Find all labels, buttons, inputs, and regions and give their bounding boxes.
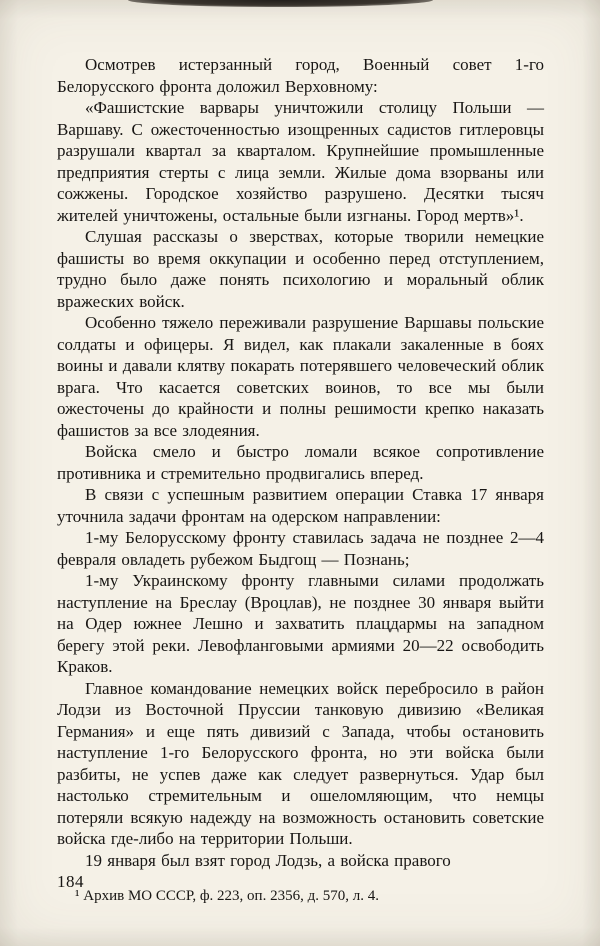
paragraph: 1-му Белорусскому фронту ставилась задача не позднее 2—4 февраля овладеть рубежом Быдгощ — Познань;	[57, 528, 544, 569]
paragraph: Войска смело и быстро ломали всякое сопротивление противника и стремительно продвигались вперед.	[57, 442, 544, 483]
page-body	[57, 54, 544, 871]
text-block	[57, 54, 544, 906]
paragraph: 19 января был взят город Лодзь, а войска правого	[85, 850, 451, 870]
scan-artifact	[128, 0, 433, 7]
paragraph: «Фашистские варвары уничтожили столицу Польши — Варшаву. С ожесточенностью изощренных садистов гитлеровцы разрушали квартал за кварталом. Крупнейшие промышленные предприятия стерты с лица земли. Жилые дома взорваны или сожжены. Городское хозяйство разрушено. Десятки тысяч жителей уничтожены, остальные были изгнаны. Город мертв»¹.	[57, 98, 544, 225]
footnote-text: ¹ Архив МО СССР, ф. 223, оп. 2356, д. 570, л. 4.	[75, 888, 379, 904]
paragraph: 1-му Украинскому фронту главными силами продолжать наступление на Бреслау (Вроцлав), не позднее 30 января выйти на Одер южнее Лешно и захватить плацдармы на западном берегу этой реки. Левофланговыми армиями 20—22 освободить Краков.	[57, 571, 544, 676]
paragraph: Главное командование немецких войск перебросило в район Лодзи из Восточной Пруссии танковую дивизию «Великая Германия» и еще пять дивизий с Запада, чтобы остановить наступление 1-го Белорусского фронта, но эти войска были разбиты, не успев даже как следует развернуться. Удар был настолько стремительным и ошеломляющим, что немцы потеряли всякую надежду на возможность остановить советские войска где-либо на территории Польши.	[57, 678, 544, 848]
paragraph: В связи с успешным развитием операции Ставка 17 января уточнила задачи фронтам на одерском направлении:	[57, 485, 544, 526]
paragraph: Особенно тяжело переживали разрушение Варшавы польские солдаты и офицеры. Я видел, как плакали закаленные в боях воины и давали клятву покарать потерявшего человеческий облик врага. Что касается советских воинов, то все мы были ожесточены до крайности и полны решимости крепко наказать фашистов за все злодеяния.	[57, 313, 544, 440]
page-number: 184	[57, 872, 84, 891]
paragraph: Осмотрев истерзанный город, Военный совет 1-го Белорусского фронта доложил Верховному:	[57, 55, 544, 96]
paragraph: Слушая рассказы о зверствах, которые творили немецкие фашисты во время оккупации и особенно перед отступлением, трудно было даже понять психологию и моральный облик вражеских войск.	[57, 227, 544, 311]
